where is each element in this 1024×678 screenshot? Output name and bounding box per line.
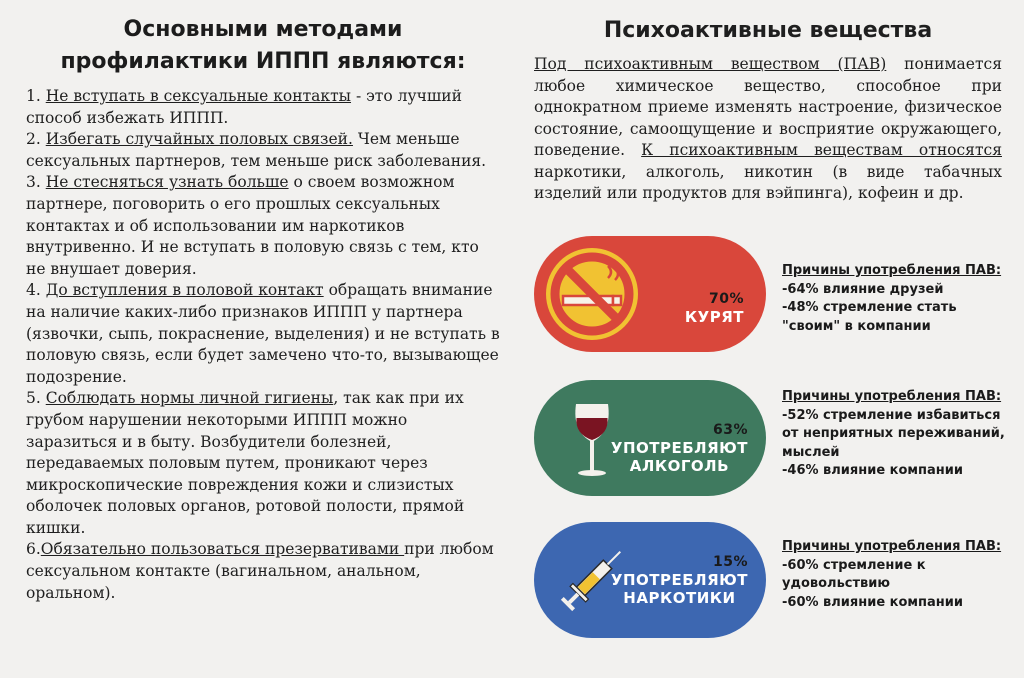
- item-number: 5.: [26, 389, 46, 408]
- prevention-title: [26, 14, 500, 78]
- alcohol-text-2: АЛКОГОЛЬ: [629, 457, 730, 475]
- item-text: обращать внимание на наличие каких-либо признаков ИППП у партнера (язвочки, сыпь, покраснение, выделения) и не вступать в половую связь, если будет замечено что-то, вызывающее подозрение.: [26, 281, 500, 386]
- item-text: Чем меньше сексуальных партнеров, тем меньше риск заболевания.: [26, 130, 487, 170]
- reasons-title: Причины употребления ПАВ:: [782, 389, 1002, 404]
- substances-section: [534, 14, 1002, 205]
- reason-line: -52% стремление избавиться: [782, 407, 1001, 423]
- item-text: , так как при их грубом нарушении некоторыми ИППП можно заразиться и в быту. Возбудители болезней, передаваемых половым путем, проникают через микроскопические повреждения кожи и слизистых оболочек половых органов, ротовой полости, прямой кишки.: [26, 389, 465, 537]
- reason-line: -48% стремление стать: [782, 300, 957, 315]
- item-text: - это лучший способ избежать ИППП.: [26, 87, 462, 127]
- item-number: 6.: [26, 540, 41, 559]
- item-key-phrase: Соблюдать нормы личной гигиены: [45, 389, 334, 408]
- reason-line: -60% влияние компании: [782, 594, 964, 610]
- prevention-list: [26, 86, 500, 604]
- substances-definition: [534, 54, 1002, 205]
- prevention-section: [26, 14, 500, 604]
- reason-line: -60% стремление к: [782, 557, 926, 573]
- smoking-text: КУРЯТ: [684, 308, 744, 326]
- prevention-item-3: [26, 172, 500, 280]
- prevention-item-1: [26, 86, 500, 129]
- definition-key-phrase: Под психоактивным веществом (ПАВ): [534, 55, 887, 73]
- prevention-item-4: [26, 280, 500, 388]
- list-text: наркотики, алкоголь, никотин (в виде табачных изделий или продуктов для вэйпинга), кофеин и др.: [534, 162, 1002, 202]
- alcohol-reasons: [782, 388, 1018, 481]
- definition-text: понимается любое химическое вещество, способное при однократном приеме изменять настроение, физическое состояние, самоощущение и восприятие окружающего, поведение.: [534, 55, 1002, 159]
- smoking-card: [534, 236, 766, 352]
- item-key-phrase: Не стесняться узнать больше: [45, 173, 289, 192]
- smoking-reasons: [782, 262, 1018, 336]
- reason-line: "своим" в компании: [782, 318, 931, 334]
- item-number: 4.: [26, 281, 46, 300]
- item-key-phrase: Избегать случайных половых связей.: [45, 130, 353, 149]
- reasons-title: Причины употребления ПАВ:: [782, 539, 1002, 554]
- smoking-label: [685, 291, 744, 326]
- reason-line: мыслей: [782, 444, 840, 460]
- drugs-text-2: НАРКОТИКИ: [623, 589, 736, 607]
- item-number: 3.: [26, 173, 46, 192]
- prevention-title-line1: Основными методами: [123, 17, 403, 42]
- alcohol-text-1: УПОТРЕБЛЯЮТ: [610, 439, 748, 457]
- prevention-item-5: [26, 388, 500, 539]
- drugs-text-1: УПОТРЕБЛЯЮТ: [610, 571, 748, 589]
- prevention-item-6: [26, 539, 500, 604]
- no-smoking-icon: [546, 248, 638, 340]
- item-key-phrase: Обязательно пользоваться презервативами: [40, 540, 405, 559]
- drugs-card: [534, 522, 766, 638]
- item-number: 2.: [26, 130, 46, 149]
- item-key-phrase: До вступления в половой контакт: [45, 281, 324, 300]
- reasons-title: Причины употребления ПАВ:: [782, 263, 1002, 278]
- alcohol-percent: 63%: [712, 422, 748, 438]
- prevention-title-line2: профилактики ИППП являются:: [60, 49, 466, 74]
- drugs-reasons: [782, 538, 1018, 612]
- smoking-percent: 70%: [708, 291, 744, 307]
- reason-line: -46% влияние компании: [782, 463, 964, 478]
- reason-line: от неприятных переживаний,: [782, 426, 1005, 441]
- item-text: о своем возможном партнере, поговорить о его прошлых сексуальных контактах и об использовании им наркотиков внутривенно. И не вступать в половую связь с тем, кто не внушает доверия.: [26, 173, 479, 278]
- substances-title: Психоактивные вещества: [603, 18, 933, 43]
- alcohol-label: [611, 422, 748, 475]
- prevention-item-2: [26, 129, 500, 172]
- list-key-phrase: К психоактивным веществам относятся: [641, 141, 1002, 159]
- item-text: при любом сексуальном контакте (вагинальном, анальном, оральном).: [26, 540, 494, 602]
- alcohol-card: [534, 380, 766, 496]
- reason-line: удовольствию: [782, 576, 891, 591]
- reason-line: -64% влияние друзей: [782, 281, 944, 297]
- drugs-label: [611, 554, 748, 607]
- item-key-phrase: Не вступать в сексуальные контакты: [45, 87, 352, 105]
- item-number: 1.: [26, 87, 46, 105]
- drugs-percent: 15%: [712, 554, 748, 570]
